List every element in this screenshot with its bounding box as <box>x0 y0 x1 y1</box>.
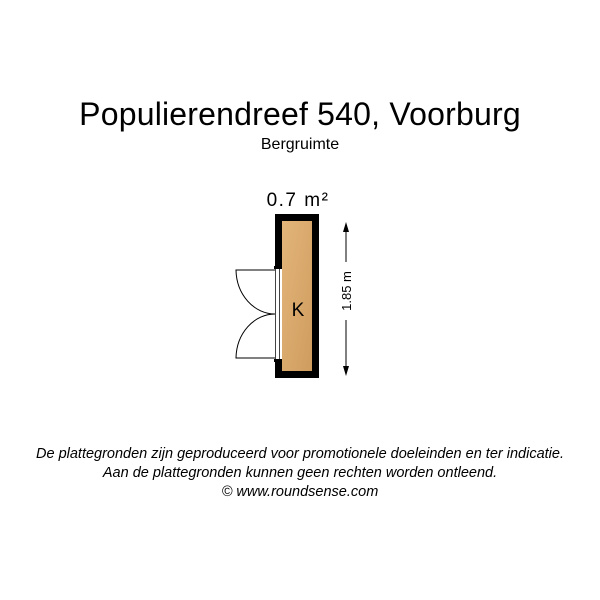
copyright-line: © www.roundsense.com <box>221 484 379 500</box>
area-label: 0.7 m² <box>266 190 330 211</box>
dimension-label: 1.85 m <box>339 271 354 311</box>
double-door <box>236 266 282 362</box>
page-title: Populierendreef 540, Voorburg <box>79 96 521 132</box>
disclaimer-line-2: Aan de plattegronden kunnen geen rechten worden ontleend. <box>102 465 498 481</box>
page-subtitle: Bergruimte <box>260 136 340 153</box>
disclaimer-line-1: De plattegronden zijn geproduceerd voor promotionele doeleinden en ter indicatie. <box>36 446 564 462</box>
disclaimer <box>0 445 600 502</box>
room-label: K <box>291 300 305 321</box>
room-floor <box>282 221 312 371</box>
